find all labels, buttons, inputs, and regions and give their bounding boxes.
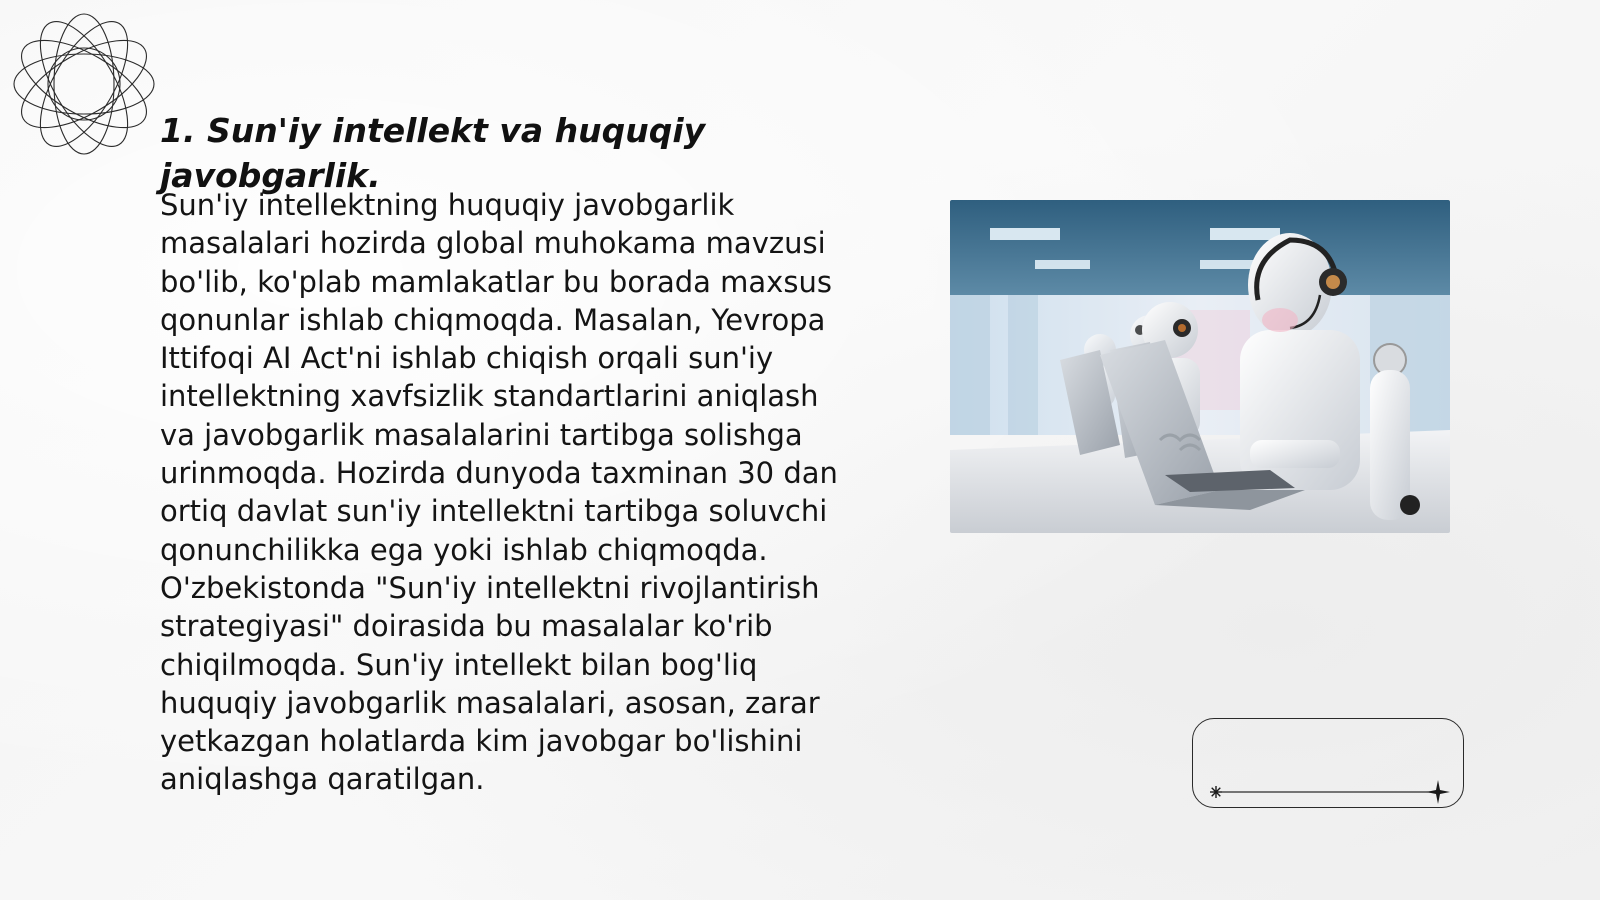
starburst-icon [1210,786,1222,798]
slide-body-text: Sun'iy intellektning huquqiy javobgarlik masalalari hozirda global muhokama mavzusi bo'lib, ko'plab mamlakatlar bu borada maxsus qonunlar ishlab chiqmoqda. Masalan, Yevropa Ittifoqi AI Act'ni ishlab chiqish orqali sun'iy intellektning xavfsizlik standartlarini aniqlash va javobgarlik masalalarini tartibga solishga urinmoqda. Hozirda dunyoda taxminan 30 dan ortiq davlat sun'iy intellektni tartibga soluvchi qonunchilikka ega yoki ishlab chiqmoqda. O'zbekistonda "Sun'iy intellektni rivojlantirish strategiyasi" doirasida bu masalalar ko'rib chiqilmoqda. Sun'iy intellekt bilan bog'liq huquqiy javobgarlik masalalari, asosan, zarar yetkazgan holatlarda kim javobgar bo'lishini aniqlashga qaratilgan. [160,188,838,797]
slide-title: 1. Sun'iy intellekt va huquqiy javobgarlik. [160,111,706,195]
robots-at-laptops-photo [950,200,1450,533]
four-point-star-icon [1426,780,1450,804]
orbital-rings-icon [10,10,158,158]
decorative-line [1210,780,1450,804]
